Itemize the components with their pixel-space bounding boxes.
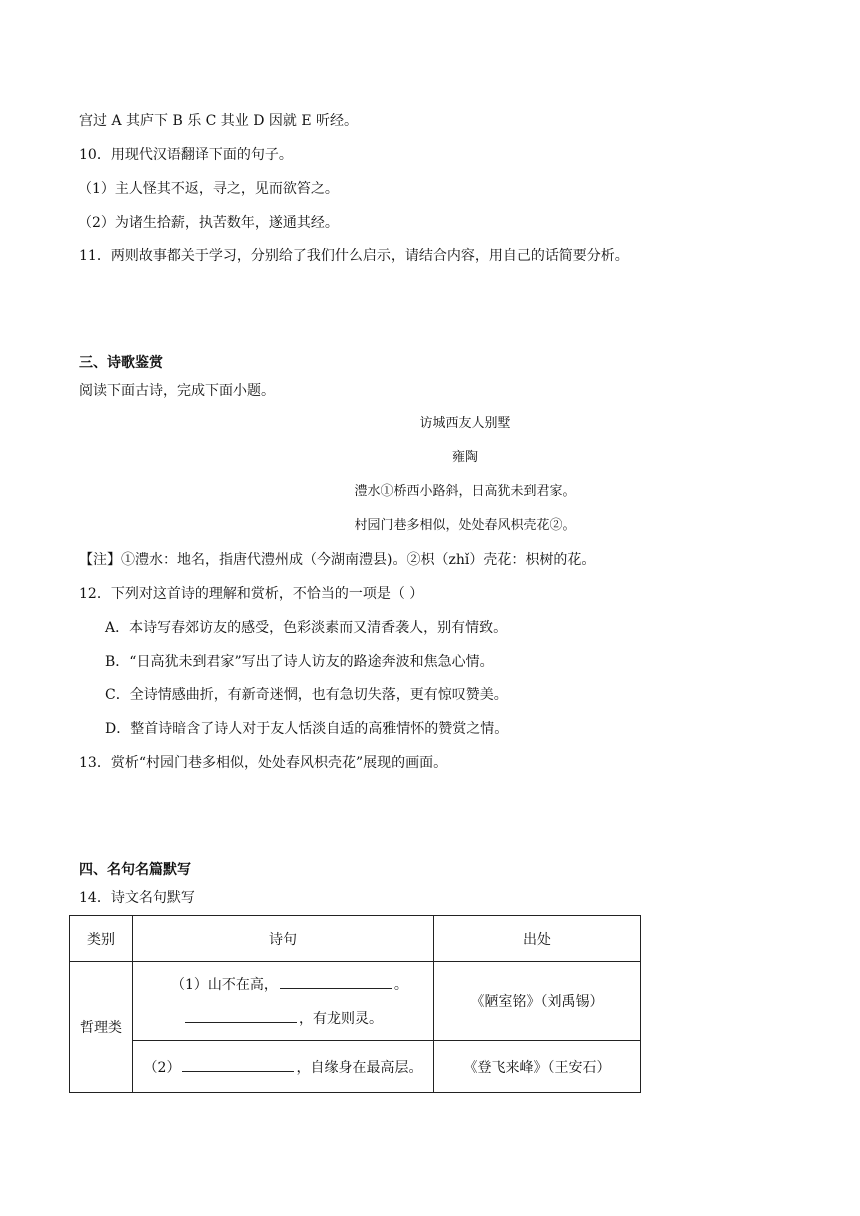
question-10-item-2: （2）为诸生拾薪，执苦数年，遂通其经。 — [78, 215, 339, 231]
poem-line-2: 村园门巷多相似，处处春风枳壳花②。 — [354, 518, 576, 533]
section-4-heading: 四、名句名篇默写 — [79, 862, 191, 878]
poem-note: 【注】①澧水：地名，指唐代澧州成（今湖南澧县)。②枳（zhǐ）壳花：枳树的花。 — [79, 552, 596, 568]
question-13: 13．赏析“村园门巷多相似，处处春风枳壳花”展现的画面。 — [79, 755, 448, 771]
table-header-row — [70, 916, 641, 962]
section-3-heading: 三、诗歌鉴赏 — [79, 355, 163, 371]
verse-cell-2 — [133, 1041, 434, 1093]
category-cell: 哲理类 — [70, 962, 133, 1093]
source-cell-1: 《陋室铭》（刘禹锡） — [434, 962, 641, 1041]
poem-title: 访城西友人别墅 — [419, 416, 511, 431]
verse-1-prefix: （1）山不在高， — [171, 977, 278, 993]
question-10: 10．用现代汉语翻译下面的句子。 — [79, 147, 293, 163]
question-10-item-1: （1）主人怪其不返，寻之，见而欲笞之。 — [78, 181, 339, 197]
text-line-answer-marks: 宫过 A 其庐下 B 乐 C 其业 D 因就 E 听经。 — [79, 113, 359, 129]
question-14: 14．诗文名句默写 — [79, 890, 195, 906]
table-row — [70, 1041, 641, 1093]
question-11: 11．两则故事都关于学习，分别给了我们什么启示，请结合内容，用自己的话简要分析。 — [79, 248, 629, 264]
source-cell-2: 《登飞来峰》（王安石） — [434, 1041, 641, 1093]
option-d: D．整首诗暗含了诗人对于友人恬淡自适的高雅情怀的赞赏之情。 — [105, 721, 509, 737]
verse-cell-1 — [133, 962, 434, 1041]
answer-blank[interactable] — [185, 1008, 297, 1023]
poem-author: 雍陶 — [451, 450, 478, 465]
header-category: 类别 — [70, 916, 133, 962]
answer-blank[interactable] — [182, 1057, 294, 1072]
verse-1-second-half: ，有龙则灵。 — [299, 1011, 383, 1027]
header-verse: 诗句 — [133, 916, 434, 962]
answer-blank[interactable] — [280, 974, 392, 989]
table-row — [70, 962, 641, 1041]
verse-1-period: 。 — [393, 977, 408, 993]
recitation-table — [69, 915, 641, 1093]
section-3-intro: 阅读下面古诗，完成下面小题。 — [79, 383, 275, 399]
option-b: B．“日高犹未到君家”写出了诗人访友的路途奔波和焦急心情。 — [105, 654, 494, 670]
option-c: C．全诗情感曲折，有新奇迷惘，也有急切失落，更有惊叹赞美。 — [105, 687, 508, 703]
question-12: 12．下列对这首诗的理解和赏析，不恰当的一项是（ ） — [79, 586, 424, 602]
header-source: 出处 — [434, 916, 641, 962]
verse-2-rest: ，自缘身在最高层。 — [296, 1059, 423, 1076]
verse-2-prefix: （2） — [143, 1059, 181, 1076]
poem-line-1: 澧水①桥西小路斜，日高犹未到君家。 — [354, 484, 576, 499]
option-a: A．本诗写春郊访友的感受，色彩淡素而又清香袭人，别有情致。 — [105, 620, 508, 636]
